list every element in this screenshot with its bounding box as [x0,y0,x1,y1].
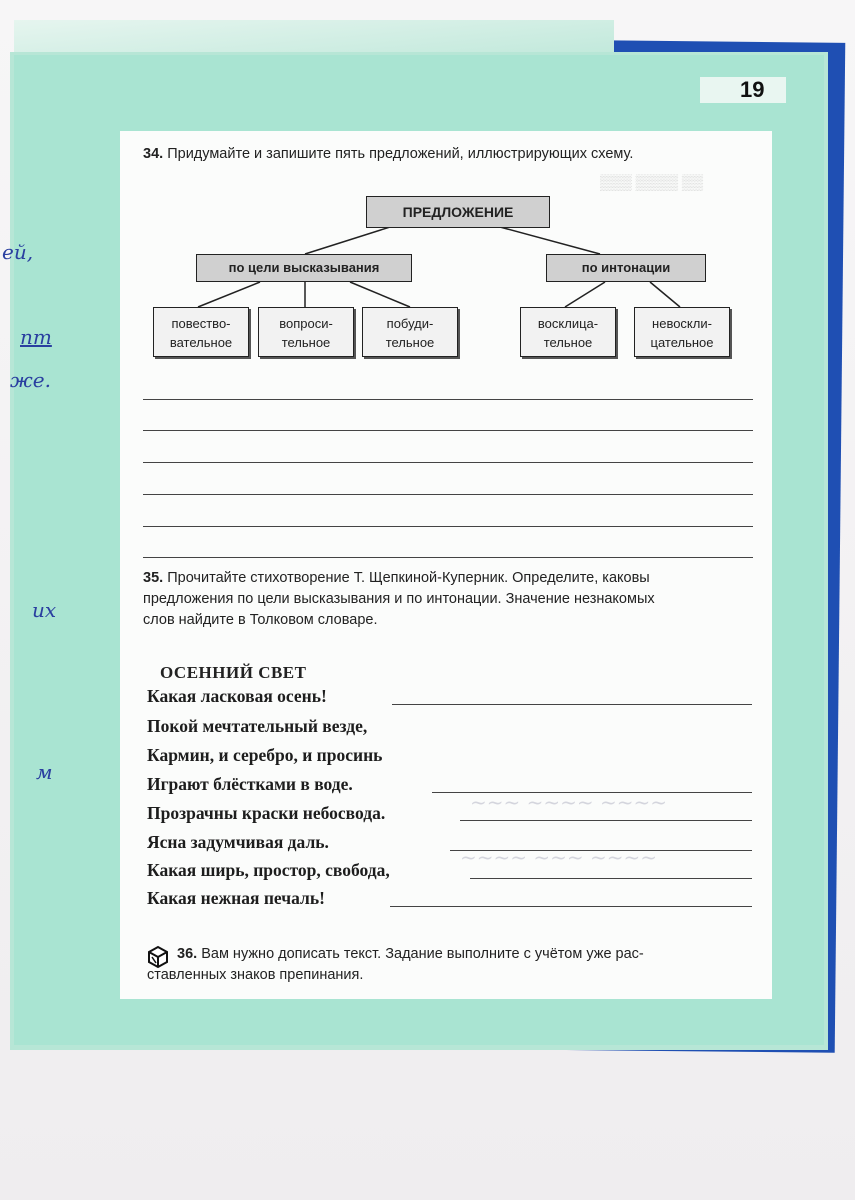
answer-line[interactable] [432,792,752,793]
writing-line[interactable] [143,430,753,431]
task-36-line: ставленных знаков препинания. [147,967,364,983]
task-36-instruction [177,944,644,965]
answer-line[interactable] [470,878,752,879]
task-34-number: 34. [143,146,164,162]
leaf-line: тельное [543,335,593,350]
leaf-line: цательное [650,335,714,350]
poem-line: Какая нежная печаль! [147,888,325,908]
task-36-number: 36. [177,946,198,962]
leaf-line: тельное [385,335,435,350]
poem-line: Прозрачны краски небосвода. [147,803,386,823]
answer-line[interactable] [460,820,752,821]
task-36-line: Вам нужно дописать текст. Задание выполните с учётом уже рас- [201,946,644,962]
connector-left-3 [350,282,410,307]
leaf-line: вательное [169,335,233,350]
diagram-branch-intonation: по интонации [546,254,706,282]
margin-note-5: м [36,760,53,784]
connector-root-left [305,227,390,254]
show-through-handwriting: ~~~ ~~~~ ~~~~ [470,790,668,814]
leaf-line: тельное [281,335,331,350]
diagram-leaf-imperative [362,307,458,357]
margin-note-2: пт [20,325,52,349]
poem-title: ОСЕННИЙ СВЕТ [160,663,307,682]
diagram-branch-purpose: по цели высказывания [196,254,412,282]
diagram-leaf-exclamatory [520,307,616,357]
margin-note-1: ей, [2,240,34,264]
answer-line[interactable] [392,704,752,705]
poem-line: Какая ласковая осень! [147,686,327,706]
task-35-line: предложения по цели высказывания и по интонации. Значение незнакомых [143,591,655,607]
poem-line: Какая ширь, простор, свобода, [147,860,390,880]
show-through-handwriting: ~~~~ ~~~ ~~~~ [460,845,658,869]
writing-line[interactable] [143,462,753,463]
connector-right-1 [565,282,605,307]
writing-line[interactable] [143,494,753,495]
task-35-line: слов найдите в Толковом словаре. [143,612,378,628]
diagram-leaf-interrogative [258,307,354,357]
answer-line[interactable] [450,850,752,851]
leaf-line: побуди- [386,316,434,331]
task-35-number: 35. [143,570,164,586]
poem-line: Кармин, и серебро, и просинь [147,745,383,765]
poem-line: Ясна задумчивая даль. [147,832,329,852]
diagram-leaf-declarative [153,307,249,357]
writing-line[interactable] [143,557,753,558]
connector-right-2 [650,282,680,307]
poem-line: Играют блёстками в воде. [147,774,353,794]
margin-note-4: их [32,598,57,622]
task-35-line: Прочитайте стихотворение Т. Щепкиной-Куперник. Определите, каковы [167,570,650,586]
writing-line[interactable] [143,399,753,400]
leaf-line: вопроси- [279,316,333,331]
leaf-line: восклица- [537,316,599,331]
task-35-instruction [143,568,655,631]
diagram-leaf-non-exclamatory [634,307,730,357]
diagram-root-box: ПРЕДЛОЖЕНИЕ [366,196,550,228]
task-34-text: Придумайте и запишите пять предложений, иллюстрирующих схему. [167,146,634,162]
writing-line[interactable] [143,526,753,527]
show-through: ▒▒▒ ▒▒▒▒ ▒▒ [600,175,704,191]
connector-left-1 [198,282,260,307]
answer-line[interactable] [390,906,752,907]
leaf-line: невоскли- [652,316,712,331]
connector-root-right [500,227,600,254]
page-number: 19 [740,77,765,102]
leaf-line: повество- [171,316,231,331]
margin-note-3: же. [10,368,51,392]
poem-line: Покой мечтательный везде, [147,716,368,736]
